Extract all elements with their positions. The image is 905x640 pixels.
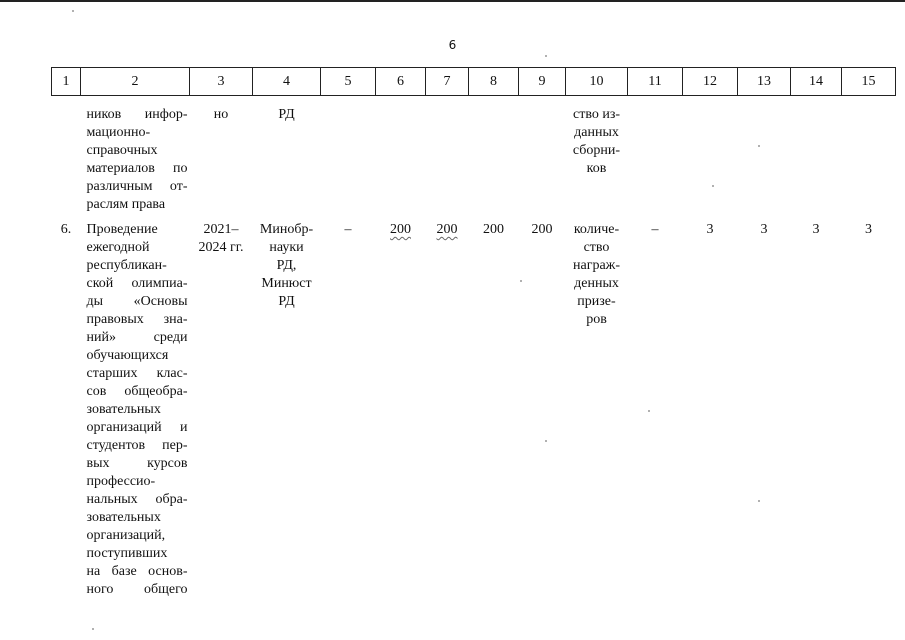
- text-line: Минобр-: [259, 222, 314, 237]
- text-line: сборни-: [572, 143, 621, 158]
- text-line: обучающихся: [86, 348, 169, 363]
- text-line: ской олимпиа-: [86, 276, 188, 291]
- cell-empty: [321, 96, 376, 215]
- text-line: ного общего: [86, 582, 188, 597]
- value-cell-12: 3: [706, 222, 714, 237]
- text-line: 2021–: [203, 222, 239, 237]
- indicator-cell: [566, 214, 628, 599]
- text-line: на базе основ-: [86, 564, 188, 579]
- measure-name-cell: [81, 96, 190, 215]
- text-line: организаций,: [86, 528, 166, 543]
- text-line: ство из-: [572, 107, 621, 122]
- executor-cell: [253, 214, 321, 599]
- top-border-line: [0, 0, 905, 2]
- cell-empty: [376, 96, 426, 215]
- text-line: различным от-: [86, 179, 188, 194]
- col-header-7: 7: [426, 68, 469, 96]
- text-line: ды «Основы: [86, 294, 188, 309]
- text-line: РД: [278, 294, 295, 309]
- text-line: ежегодной: [86, 240, 150, 255]
- text-line: сов общеобра-: [86, 384, 188, 399]
- value-cell-9: 200: [531, 222, 553, 237]
- text-line: организаций и: [86, 420, 188, 435]
- col-header-8: 8: [469, 68, 519, 96]
- text-line: справочных: [86, 143, 158, 158]
- value-cell-14: 3: [812, 222, 820, 237]
- col-header-15: 15: [842, 68, 896, 96]
- text-line: республикан-: [86, 258, 167, 273]
- text-line: данных: [574, 125, 619, 140]
- text-line: ний» среди: [86, 330, 188, 345]
- text-line: Проведение: [86, 222, 158, 237]
- text-line: нальных обра-: [86, 492, 188, 507]
- value-text: 200: [436, 222, 458, 237]
- cell-empty: [738, 96, 791, 215]
- col-header-14: 14: [791, 68, 842, 96]
- col-header-10: 10: [566, 68, 628, 96]
- col-header-4: 4: [253, 68, 321, 96]
- cell-empty: [519, 96, 566, 215]
- text-line: зовательных: [86, 402, 161, 417]
- value-cell-15: 3: [865, 222, 872, 237]
- cell-empty: [628, 96, 683, 215]
- column-number-header-row: [52, 68, 896, 96]
- measure-name-cell: [81, 214, 190, 599]
- text-line: старших клас-: [86, 366, 188, 381]
- text-line: РД,: [276, 258, 297, 273]
- text-line: зовательных: [86, 510, 161, 525]
- col-header-1: 1: [52, 68, 81, 96]
- text-line: студентов пер-: [86, 438, 188, 453]
- col-header-9: 9: [519, 68, 566, 96]
- col-header-12: 12: [683, 68, 738, 96]
- text-line: Минюст: [261, 276, 312, 291]
- text-line: ников инфор-: [86, 107, 188, 122]
- cell-empty: [683, 96, 738, 215]
- scan-speck: [92, 628, 94, 630]
- text-line: материалов по: [86, 161, 188, 176]
- cell-empty: [842, 96, 896, 215]
- text-line: ров: [586, 312, 607, 327]
- text-line: денных: [574, 276, 619, 291]
- indicator-cell: [566, 96, 628, 215]
- value-cell-11: –: [651, 222, 659, 237]
- value-text: 200: [390, 222, 411, 237]
- text-line: поступивших: [86, 546, 168, 561]
- scan-speck: [72, 10, 74, 12]
- cell-empty: [469, 96, 519, 215]
- period-cell: но: [213, 107, 229, 122]
- col-header-11: 11: [628, 68, 683, 96]
- cell-empty: [426, 96, 469, 215]
- text-line: правовых зна-: [86, 312, 188, 327]
- col-header-6: 6: [376, 68, 426, 96]
- text-line: вых курсов: [86, 456, 188, 471]
- text-line: мационно-: [86, 125, 151, 140]
- table-row-6: [52, 214, 896, 599]
- text-line: награж-: [573, 258, 620, 273]
- page-number: 6: [448, 38, 457, 52]
- row-number-cell: 6.: [60, 222, 72, 237]
- text-line: раслям права: [86, 197, 166, 212]
- value-cell-5: –: [344, 222, 352, 237]
- text-line: количе-: [573, 222, 620, 237]
- text-line: призе-: [577, 294, 616, 309]
- text-line: науки: [269, 240, 304, 255]
- text-line: ство: [583, 240, 610, 255]
- value-cell-7: [426, 214, 469, 599]
- col-header-2: 2: [81, 68, 190, 96]
- text-line: профессио-: [86, 474, 156, 489]
- period-cell: [190, 214, 253, 599]
- col-header-5: 5: [321, 68, 376, 96]
- text-line: ков: [586, 161, 607, 176]
- cell-empty: [52, 96, 81, 215]
- table-row-continuation: [52, 96, 896, 215]
- value-cell-6: [376, 214, 426, 599]
- text-line: 2024 гг.: [198, 240, 244, 255]
- value-cell-8: 200: [483, 222, 504, 237]
- executor-cell: РД: [278, 107, 295, 122]
- program-measures-table: [51, 67, 896, 599]
- scan-speck: [545, 55, 547, 57]
- cell-empty: [791, 96, 842, 215]
- col-header-3: 3: [190, 68, 253, 96]
- value-cell-13: 3: [760, 222, 768, 237]
- col-header-13: 13: [738, 68, 791, 96]
